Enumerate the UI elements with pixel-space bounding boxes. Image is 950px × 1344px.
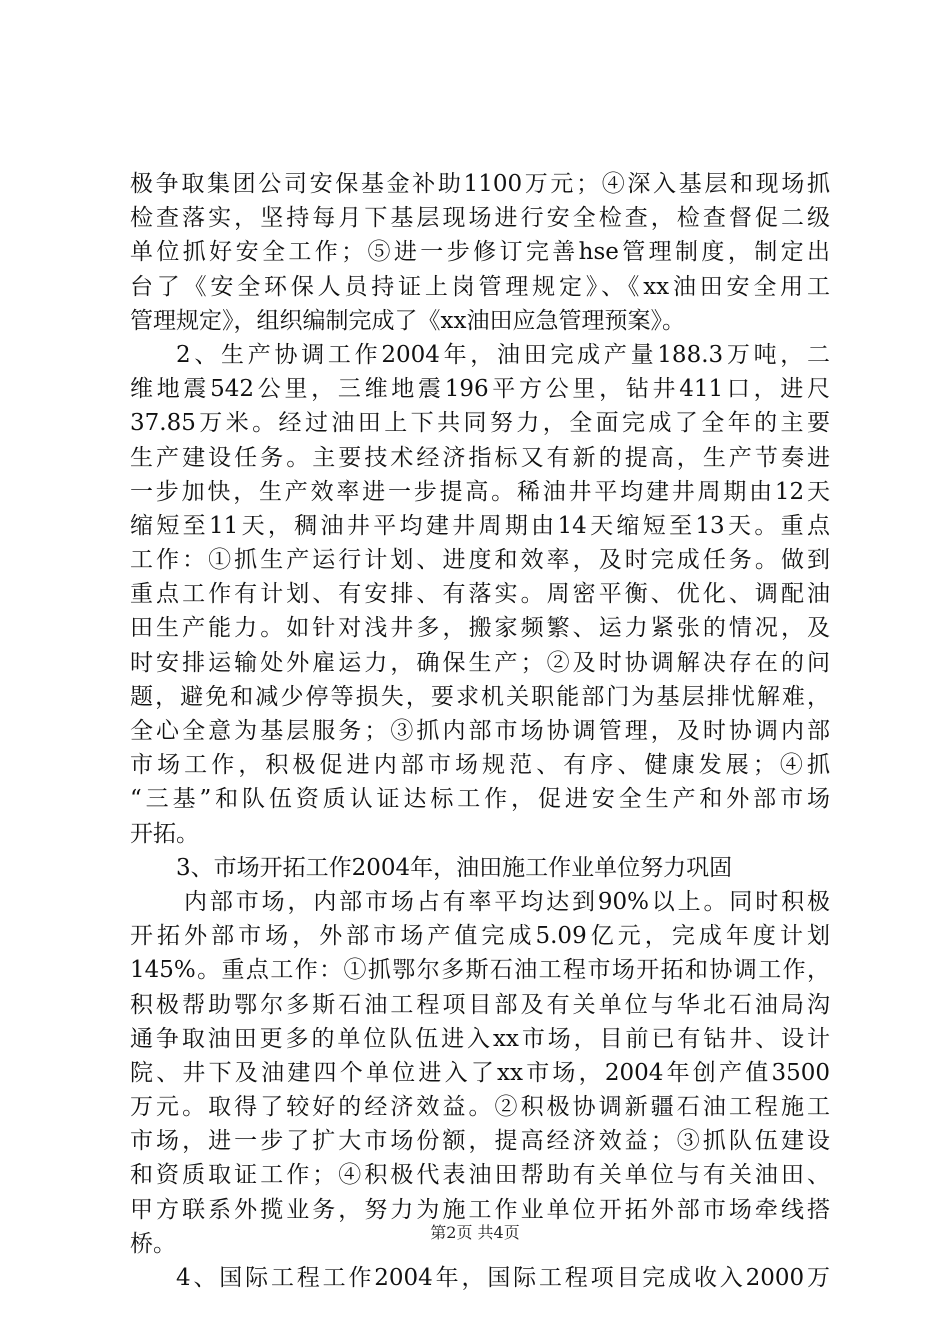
text-line: 极争取集团公司安保基金补助1100万元；④深入基层和现场抓 bbox=[130, 171, 830, 197]
text-line: 维地震542公里，三维地震196平方公里，钻井411口，进尺 bbox=[130, 376, 830, 403]
text-line: 通争取油田更多的单位队伍进入xx市场，目前已有钻井、设计 bbox=[130, 1025, 830, 1052]
text-line: 3、市场开拓工作2004年，油田施工作业单位努力巩固 bbox=[176, 854, 733, 881]
text-line: 2、生产协调工作2004年，油田完成产量188.3万吨，二 bbox=[176, 341, 830, 368]
page-footer: 第2页 共4页 bbox=[430, 1223, 520, 1242]
text-line: 37.85万米。经过油田上下共同努力，全面完成了全年的主要 bbox=[130, 410, 830, 437]
text-line: 生产建设任务。主要技术经济指标又有新的提高，生产节奏进 bbox=[130, 444, 830, 471]
text-line: 重点工作有计划、有安排、有落实。周密平衡、优化、调配油 bbox=[130, 581, 830, 608]
text-line: 145%。重点工作：①抓鄂尔多斯石油工程市场开拓和协调工作， bbox=[130, 957, 830, 984]
text-line: 管理规定》，组织编制完成了《xx油田应急管理预案》。 bbox=[130, 307, 685, 334]
text-line: 工作：①抓生产运行计划、进度和效率，及时完成任务。做到 bbox=[130, 547, 830, 574]
text-line: 4、国际工程工作2004年，国际工程项目完成收入2000万 bbox=[176, 1265, 830, 1291]
text-line: 单位抓好安全工作；⑤进一步修订完善hse管理制度，制定出 bbox=[130, 239, 830, 266]
text-line: 内部市场，内部市场占有率平均达到90%以上。同时积极 bbox=[184, 888, 830, 915]
text-line: 田生产能力。如针对浅井多，搬家频繁、运力紧张的情况，及 bbox=[130, 615, 830, 642]
text-line: 积极帮助鄂尔多斯石油工程项目部及有关单位与华北石油局沟 bbox=[130, 991, 830, 1018]
document-body bbox=[130, 167, 830, 1295]
text-line: 市场工作，积极促进内部市场规范、有序、健康发展；④抓 bbox=[130, 752, 830, 779]
text-line: 台了《安全环保人员持证上岗管理规定》、《xx油田安全用工 bbox=[130, 273, 830, 300]
text-line: 开拓。 bbox=[130, 820, 199, 847]
text-line: 院、井下及油建四个单位进入了xx市场，2004年创产值3500 bbox=[130, 1059, 830, 1086]
text-line: 检查落实，坚持每月下基层现场进行安全检查，检查督促二级 bbox=[130, 205, 830, 232]
text-line: 和资质取证工作；④积极代表油田帮助有关单位与有关油田、 bbox=[130, 1162, 830, 1189]
text-line: 时安排运输处外雇运力，确保生产；②及时协调解决存在的问 bbox=[130, 649, 830, 676]
text-line: “三基”和队伍资质认证达标工作，促进安全生产和外部市场 bbox=[130, 786, 830, 813]
text-line: 桥。 bbox=[130, 1230, 176, 1257]
text-line: 全心全意为基层服务；③抓内部市场协调管理，及时协调内部 bbox=[130, 718, 830, 744]
text-line: 开拓外部市场，外部市场产值完成5.09亿元，完成年度计划 bbox=[130, 923, 830, 950]
text-line: 万元。取得了较好的经济效益。②积极协调新疆石油工程施工 bbox=[130, 1094, 830, 1121]
text-line: 甲方联系外揽业务，努力为施工作业单位开拓外部市场牵线搭 bbox=[130, 1196, 830, 1223]
text-line: 一步加快，生产效率进一步提高。稀油井平均建井周期由12天 bbox=[130, 478, 830, 505]
text-line: 市场，进一步了扩大市场份额，提高经济效益；③抓队伍建设 bbox=[130, 1128, 830, 1155]
text-line: 缩短至11天，稠油井平均建井周期由14天缩短至13天。重点 bbox=[130, 512, 830, 539]
text-line: 题，避免和减少停等损失，要求机关职能部门为基层排忧解难， bbox=[130, 683, 830, 710]
